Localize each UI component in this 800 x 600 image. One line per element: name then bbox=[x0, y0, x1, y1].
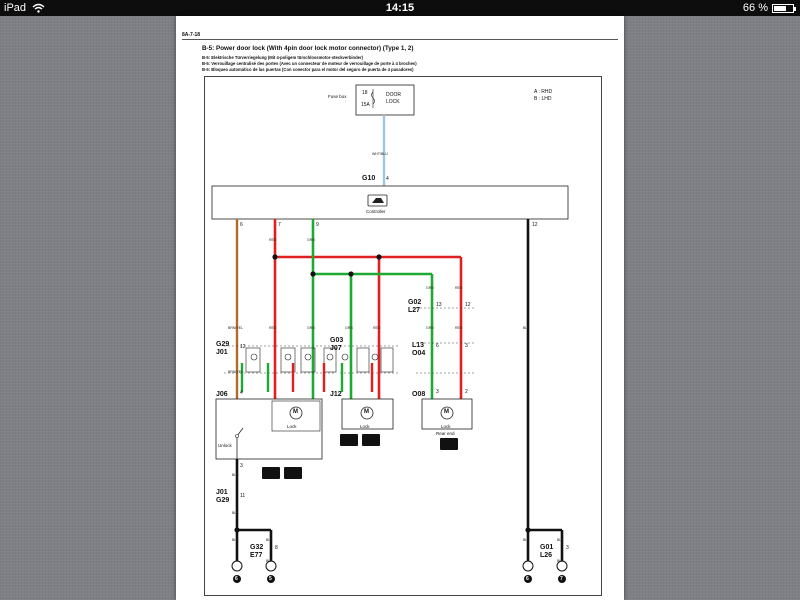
wire-label-red-1: RED bbox=[269, 238, 277, 242]
wire-label-blk-4: BLK bbox=[232, 538, 239, 542]
controller-label: Controller bbox=[366, 209, 386, 214]
lock-label-1: Lock bbox=[287, 424, 297, 429]
wire-label-blk-2: BLK bbox=[232, 473, 239, 477]
fuse-rating: 15A bbox=[361, 102, 370, 108]
connector-g02: G02 bbox=[408, 299, 422, 306]
pin-l13-3: 3 bbox=[465, 343, 468, 349]
wire-label-blk-3: BLK bbox=[232, 511, 239, 515]
wire-label-wht-blu: WHT/BLU bbox=[372, 152, 388, 156]
wire-label-blk-7: BLK bbox=[523, 538, 530, 542]
connector-g32: G32 bbox=[250, 544, 264, 551]
unlock-label: Unlock bbox=[218, 443, 232, 448]
motor-label-2: M bbox=[364, 409, 369, 415]
rhd-lhd-switches-left bbox=[242, 348, 336, 392]
pin-g29-12: 12 bbox=[240, 344, 246, 350]
wire-label-red-3: RED bbox=[269, 326, 277, 330]
ctrl-pin-12: 12 bbox=[532, 222, 538, 228]
connector-g29-lower: G29 bbox=[216, 497, 230, 504]
pin-j01-11: 11 bbox=[240, 493, 246, 499]
connector-j06: J06 bbox=[216, 391, 228, 398]
legend-rhd: A : RHD bbox=[534, 89, 553, 95]
door-icon-5 bbox=[440, 438, 458, 450]
pin-g10: 4 bbox=[386, 176, 389, 182]
pin-g01-3: 3 bbox=[566, 545, 569, 551]
connector-l27: L27 bbox=[408, 307, 421, 314]
ground-number-2: 5 bbox=[269, 576, 272, 582]
fuse-name-2: LOCK bbox=[386, 99, 400, 105]
ground-number-4: 7 bbox=[560, 576, 563, 582]
battery-icon bbox=[772, 4, 794, 13]
pin-l13-6: 6 bbox=[436, 343, 439, 349]
pin-o08-3: 3 bbox=[436, 389, 439, 395]
device-name: iPad bbox=[4, 2, 27, 14]
ctrl-pin-9: 9 bbox=[316, 222, 319, 228]
wire-label-brn-yel-1: BRN/YEL bbox=[228, 326, 243, 330]
connector-l26: L26 bbox=[540, 552, 553, 559]
wire-label-grn-2: GRN bbox=[426, 286, 434, 290]
clock: 14:15 bbox=[385, 2, 415, 14]
pin-g02-12: 12 bbox=[465, 302, 471, 308]
wire-label-blk-8: BLK bbox=[557, 538, 564, 542]
pin-o08-2: 2 bbox=[465, 389, 468, 395]
j06-module bbox=[216, 399, 322, 459]
wire-label-blk-5: BLK bbox=[266, 538, 273, 542]
door-icon-4 bbox=[362, 434, 380, 446]
ground-number-3: 6 bbox=[526, 576, 529, 582]
subtitle-es: B-5: Bloqueo automático de las puertas (Con conector para el motor del seguro de puerta de 4 pasadores) bbox=[202, 67, 414, 72]
fuse-box-label: Fuse box bbox=[328, 94, 347, 99]
wire-label-grn-3: GRN bbox=[307, 326, 315, 330]
wire-label-blk-6: BLK bbox=[266, 559, 273, 563]
door-icon-3 bbox=[340, 434, 358, 446]
lock-label-2: Lock bbox=[360, 424, 370, 429]
battery-percent: 66 % bbox=[742, 2, 768, 14]
rhd-lhd-switches-mid bbox=[342, 348, 393, 392]
connector-g10: G10 bbox=[362, 175, 376, 182]
wire-label-grn-5: GRN bbox=[426, 326, 434, 330]
fuse-number: 18 bbox=[362, 90, 368, 96]
motor-label-3: M bbox=[444, 409, 449, 415]
wire-label-red-4: RED bbox=[373, 326, 381, 330]
lock-label-3: Lock bbox=[441, 424, 451, 429]
status-bar bbox=[0, 0, 800, 16]
connector-g29: G29 bbox=[216, 341, 230, 348]
legend-lhd: B : LHD bbox=[534, 96, 552, 102]
connector-o08: O08 bbox=[412, 391, 426, 398]
motor-label-1: M bbox=[293, 409, 298, 415]
rear-end-label: Rear end bbox=[436, 431, 455, 436]
wiring-diagram bbox=[176, 16, 624, 600]
wire-label-red-5: RED bbox=[455, 326, 463, 330]
pin-g29-4: 4 bbox=[240, 390, 243, 396]
pin-g32-8: 8 bbox=[275, 545, 278, 551]
ctrl-pin-7: 7 bbox=[278, 222, 281, 228]
right-background bbox=[624, 16, 800, 600]
connector-j01: J01 bbox=[216, 349, 228, 356]
wire-label-brn-yel-2: BRN/YEL bbox=[228, 370, 243, 374]
wire-label-blk-9: BLK bbox=[557, 559, 564, 563]
connector-j07: J07 bbox=[330, 345, 342, 352]
wire-label-red-2: RED bbox=[455, 286, 463, 290]
controller-box bbox=[212, 186, 568, 219]
connector-o04: O04 bbox=[412, 350, 426, 357]
wire-label-grn-1: GRN bbox=[307, 238, 315, 242]
door-icon-2 bbox=[284, 467, 302, 479]
wire-label-grn-4: GRN bbox=[345, 326, 353, 330]
pin-g02-13: 13 bbox=[436, 302, 442, 308]
page-number: 8A-7-18 bbox=[182, 32, 201, 38]
page-title: B-5: Power door lock (With 4pin door lock motor connector) (Type 1, 2) bbox=[202, 45, 414, 52]
connector-j01-lower: J01 bbox=[216, 489, 228, 496]
connector-j12: J12 bbox=[330, 391, 342, 398]
ground-symbols bbox=[232, 561, 567, 571]
fuse-name-1: DOOR bbox=[386, 92, 401, 98]
document-page[interactable] bbox=[176, 16, 624, 600]
ctrl-pin-6: 6 bbox=[240, 222, 243, 228]
connector-e77: E77 bbox=[250, 552, 263, 559]
connector-g03: G03 bbox=[330, 337, 344, 344]
left-background bbox=[0, 16, 176, 600]
ground-number-1: 6 bbox=[235, 576, 238, 582]
subtitle-fr: B-5: Verrouillage centralisé des portes (Avec un connecteur de moteur de verrouillage de porte à 4 broches) bbox=[202, 61, 417, 66]
subtitle-de: B-5: Elektrische Türverriegelung (Mit 4-poligem türschlossmotor-steckverbinder) bbox=[202, 55, 364, 60]
door-icon-1 bbox=[262, 467, 280, 479]
connector-l13: L13 bbox=[412, 342, 425, 349]
pin-j01-3: 3 bbox=[240, 463, 243, 469]
connector-g01: G01 bbox=[540, 544, 554, 551]
wire-label-blk-1: BLK bbox=[523, 326, 530, 330]
